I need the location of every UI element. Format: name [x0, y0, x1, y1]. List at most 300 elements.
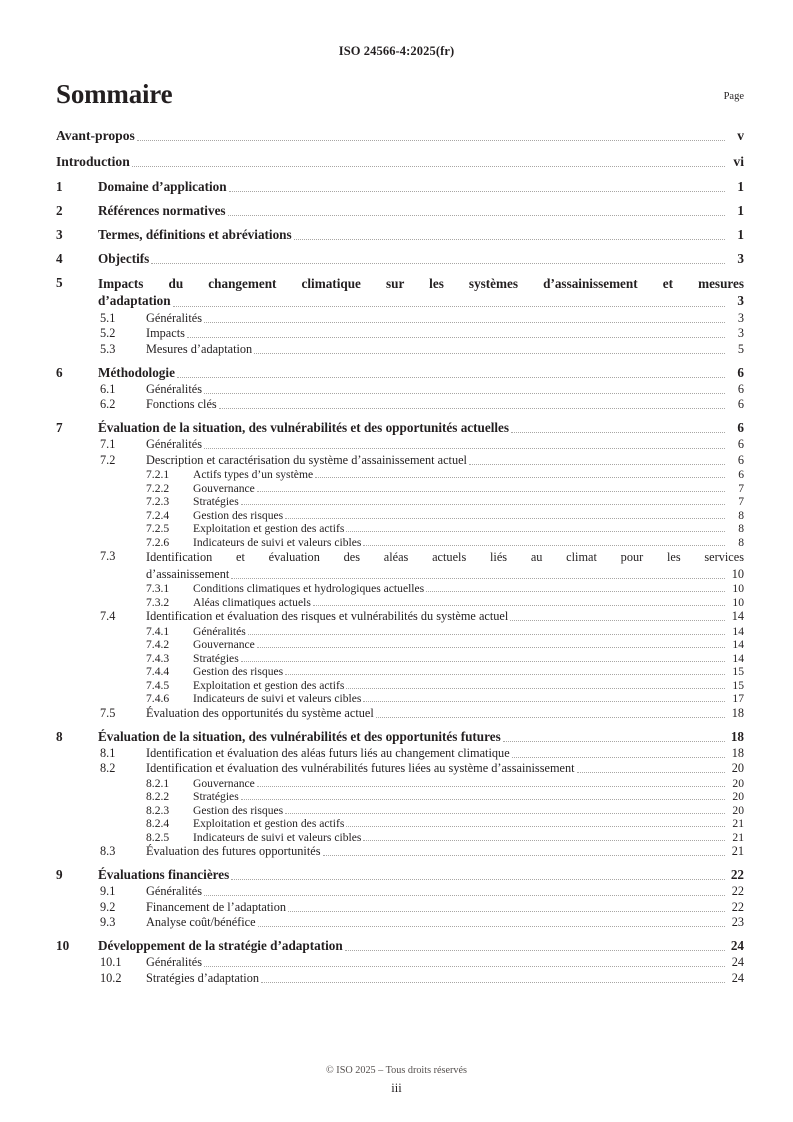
- toc-entry-number: 8.2.4: [146, 817, 170, 831]
- toc-entry-number: 8.1: [100, 745, 116, 760]
- toc-entry-label-wrap: [193, 679, 726, 692]
- toc-entry[interactable]: [56, 420, 744, 436]
- toc-entry-label-line2-row: [146, 566, 744, 582]
- toc-dot-leader: [257, 647, 725, 648]
- toc-entry-number: 7.5: [100, 705, 116, 720]
- toc-entry-number: 6.2: [100, 397, 116, 412]
- toc-dot-leader: [219, 408, 725, 409]
- toc-entry-page-number: 21: [732, 830, 744, 844]
- toc-entry[interactable]: [56, 227, 744, 243]
- toc-entry-label-wrap: [146, 382, 726, 397]
- toc-entry-page-number: 8: [738, 535, 744, 549]
- toc-entry-label-wrap: [98, 420, 726, 436]
- toc-dot-leader: [294, 239, 725, 240]
- toc-entry-page-number: 6: [737, 437, 744, 452]
- toc-entry-number: 8.2.3: [146, 803, 170, 817]
- toc-entry-number: 8.3: [100, 844, 116, 859]
- toc-dot-leader: [285, 518, 725, 519]
- toc-entry-label-wrap: [146, 706, 726, 721]
- toc-entry-page-number: 10: [732, 582, 744, 596]
- toc-entry-number: 7.4.3: [146, 651, 170, 665]
- toc-entry-number: 5.2: [100, 326, 116, 341]
- toc-dot-leader: [285, 674, 725, 675]
- toc-entry[interactable]: [56, 582, 744, 595]
- toc-entry[interactable]: [56, 955, 744, 970]
- table-of-contents: [56, 128, 744, 986]
- toc-dot-leader: [204, 966, 725, 967]
- toc-entry-label-wrap: [146, 844, 726, 859]
- toc-entry-label: Évaluation des opportunités du système actuel: [146, 705, 374, 720]
- toc-entry-page-number: 24: [731, 955, 744, 970]
- toc-dot-leader: [313, 605, 725, 606]
- toc-entry-label-wrap: [146, 761, 726, 776]
- toc-entry[interactable]: [56, 437, 744, 452]
- toc-entry-label: Domaine d’application: [98, 179, 227, 194]
- toc-entry-page-number: 6: [737, 397, 744, 412]
- toc-dot-leader: [204, 895, 725, 896]
- toc-entry[interactable]: [56, 251, 744, 267]
- toc-dot-leader: [204, 393, 725, 394]
- toc-entry-label: Termes, définitions et abréviations: [98, 227, 292, 242]
- toc-dot-leader: [315, 477, 725, 478]
- toc-dot-leader: [241, 799, 725, 800]
- toc-entry-page-number: v: [737, 128, 744, 143]
- copyright-notice: © ISO 2025 – Tous droits réservés: [326, 1065, 467, 1076]
- toc-entry-number: 7.3.1: [146, 582, 170, 596]
- toc-entry-label: Méthodologie: [98, 364, 175, 380]
- toc-entry-label: Généralités: [146, 437, 202, 452]
- toc-entry-label: Indicateurs de suivi et valeurs cibles: [193, 692, 362, 706]
- toc-entry-label: Identification et évaluation des risques et vulnérabilités du système actuel: [146, 609, 509, 624]
- toc-entry-page-number: 15: [732, 678, 744, 692]
- toc-entry-label: Généralités: [146, 310, 202, 325]
- toc-entry-label-wrap: [98, 179, 726, 195]
- toc-entry-label-wrap: [193, 509, 726, 522]
- toc-entry-label-wrap: [146, 453, 726, 468]
- toc-dot-leader: [346, 531, 725, 532]
- toc-entry-label: Analyse coût/bénéfice: [146, 915, 256, 930]
- toc-entry[interactable]: [56, 729, 744, 745]
- toc-entry-label-wrap: [193, 665, 726, 678]
- toc-entry[interactable]: [56, 549, 744, 581]
- toc-entry-body: [146, 549, 744, 581]
- toc-entry-label-wrap: [146, 609, 726, 624]
- toc-entry-number: 7.4.1: [146, 624, 170, 638]
- toc-entry-page-number: 22: [731, 884, 744, 899]
- toc-entry-label: Actifs types d’un système: [193, 468, 314, 482]
- toc-entry-number: 9.3: [100, 915, 116, 930]
- toc-entry[interactable]: [56, 596, 744, 609]
- toc-entry-number: 1: [56, 179, 63, 194]
- toc-entry-label: Gestion des risques: [193, 803, 284, 817]
- page-footer: [0, 1065, 793, 1096]
- toc-entry-label-line2-row: [98, 292, 744, 309]
- toc-entry[interactable]: [56, 154, 744, 170]
- toc-entry-label-wrap: [146, 397, 726, 412]
- toc-dot-leader: [426, 591, 725, 592]
- toc-dot-leader: [345, 950, 725, 951]
- toc-entry-label-wrap: [193, 495, 726, 508]
- toc-entry[interactable]: [56, 453, 744, 468]
- toc-entry[interactable]: [56, 746, 744, 761]
- toc-entry-label-wrap: [193, 777, 726, 790]
- toc-dot-leader: [228, 215, 725, 216]
- toc-entry[interactable]: [56, 938, 744, 954]
- toc-entry[interactable]: [56, 522, 744, 535]
- toc-entry-label: Gouvernance: [193, 776, 255, 790]
- toc-entry-label: Gestion des risques: [193, 508, 284, 522]
- toc-entry-number: 8.2.2: [146, 790, 170, 804]
- toc-entry-label-wrap: [193, 831, 726, 844]
- toc-entry-label-wrap: [193, 652, 726, 665]
- toc-entry-number: 7.3: [100, 549, 116, 564]
- toc-entry-label-wrap: [193, 468, 726, 481]
- toc-entry[interactable]: [56, 397, 744, 412]
- toc-entry-page-number: 20: [732, 790, 744, 804]
- title-row: [56, 80, 744, 110]
- toc-entry-label: Financement de l’adaptation: [146, 899, 286, 914]
- toc-entry-page-number: 14: [731, 609, 744, 624]
- toc-entry-number: 9.1: [100, 884, 116, 899]
- toc-entry-label-wrap: [193, 790, 726, 803]
- toc-entry-label: Gouvernance: [193, 638, 255, 652]
- toc-entry-number: 7.4.6: [146, 692, 170, 706]
- toc-entry[interactable]: [56, 831, 744, 844]
- toc-entry-number: 7.4.2: [146, 638, 170, 652]
- toc-entry[interactable]: [56, 495, 744, 508]
- toc-entry-label: Mesures d’adaptation: [146, 341, 253, 356]
- toc-entry-number: 7.2.6: [146, 535, 170, 549]
- toc-entry-number: 7.2: [100, 452, 116, 467]
- toc-entry-number: 9.2: [100, 899, 116, 914]
- toc-entry-page-number: 10: [731, 566, 744, 581]
- toc-entry-label-wrap: [56, 128, 726, 144]
- toc-entry-label: Évaluation des futures opportunités: [146, 844, 321, 859]
- toc-entry-page-number: 18: [731, 705, 744, 720]
- toc-entry-number: 7.2.1: [146, 468, 170, 482]
- toc-entry-label: Généralités: [146, 381, 202, 396]
- toc-entry-number: 7.4.5: [146, 678, 170, 692]
- toc-dot-leader: [132, 166, 725, 167]
- toc-entry-page-number: 3: [737, 293, 744, 309]
- toc-dot-leader: [261, 982, 725, 983]
- toc-entry-number: 2: [56, 203, 63, 218]
- toc-dot-leader: [288, 911, 725, 912]
- toc-entry-label-wrap: [98, 227, 726, 243]
- toc-entry-label-wrap: [98, 251, 726, 267]
- toc-entry-label-wrap: [98, 938, 726, 954]
- toc-entry-page-number: 6: [738, 468, 744, 482]
- toc-entry-label: Indicateurs de suivi et valeurs cibles: [193, 830, 362, 844]
- toc-entry-page-number: vi: [733, 153, 744, 169]
- toc-entry-label-wrap: [193, 804, 726, 817]
- toc-entry-label-wrap: [146, 746, 726, 761]
- toc-entry-label: Exploitation et gestion des actifs: [193, 678, 345, 692]
- toc-entry-label-wrap: [146, 971, 726, 986]
- toc-entry[interactable]: [56, 790, 744, 803]
- toc-entry-page-number: 18: [730, 728, 744, 744]
- toc-entry-label: Développement de la stratégie d’adaptation: [98, 938, 343, 954]
- toc-entry-label: Indicateurs de suivi et valeurs cibles: [193, 535, 362, 549]
- toc-entry-page-number: 3: [737, 251, 744, 266]
- toc-entry[interactable]: [56, 482, 744, 495]
- toc-entry[interactable]: [56, 867, 744, 883]
- toc-entry[interactable]: [56, 128, 744, 144]
- toc-entry-page-number: 15: [732, 665, 744, 679]
- toc-entry[interactable]: [56, 915, 744, 930]
- toc-entry-number: 7.2.4: [146, 508, 170, 522]
- toc-entry-page-number: 17: [732, 692, 744, 706]
- toc-entry-number: 10: [56, 938, 70, 954]
- toc-entry-label-wrap: [56, 154, 726, 170]
- toc-dot-leader: [346, 688, 725, 689]
- toc-entry-page-number: 6: [737, 364, 744, 380]
- toc-entry-label-wrap: [146, 437, 726, 452]
- toc-entry[interactable]: [56, 326, 744, 341]
- toc-entry-page-number: 1: [737, 203, 744, 218]
- toc-entry-page-number: 1: [737, 179, 744, 194]
- toc-entry-page-number: 20: [732, 803, 744, 817]
- toc-entry-label: Identification et évaluation des vulnérabilités futures liées au système d’assainissement: [146, 761, 575, 776]
- toc-entry-label: Généralités: [146, 955, 202, 970]
- toc-entry-page-number: 18: [731, 745, 744, 760]
- toc-entry[interactable]: [56, 884, 744, 899]
- toc-entry-number: 8.2.5: [146, 830, 170, 844]
- toc-entry-page-number: 7: [738, 495, 744, 509]
- toc-entry-label-wrap: [98, 203, 726, 219]
- toc-entry-page-number: 10: [732, 595, 744, 609]
- toc-dot-leader: [241, 504, 725, 505]
- toc-entry-number: 4: [56, 251, 63, 266]
- toc-entry-number: 3: [56, 227, 63, 242]
- toc-entry-label-wrap: [98, 365, 726, 381]
- toc-dot-leader: [376, 717, 725, 718]
- toc-entry-label-wrap: [146, 955, 726, 970]
- toc-dot-leader: [363, 840, 725, 841]
- toc-entry-number: 8.2: [100, 761, 116, 776]
- toc-dot-leader: [323, 855, 725, 856]
- running-header: ISO 24566-4:2025(fr): [338, 44, 455, 58]
- toc-entry-page-number: 20: [731, 761, 744, 776]
- toc-entry[interactable]: [56, 365, 744, 381]
- toc-dot-leader: [363, 545, 725, 546]
- toc-entry[interactable]: [56, 665, 744, 678]
- toc-dot-leader: [512, 757, 725, 758]
- toc-dot-leader: [173, 306, 725, 307]
- toc-dot-leader: [231, 879, 725, 880]
- toc-entry-number: 5.1: [100, 310, 116, 325]
- toc-entry[interactable]: [56, 468, 744, 481]
- toc-entry-label-wrap: [193, 625, 726, 638]
- toc-entry-page-number: 14: [732, 638, 744, 652]
- toc-entry-number: 6: [56, 364, 63, 380]
- toc-entry-label: Évaluation de la situation, des vulnérabilités et des opportunités futures: [98, 728, 501, 744]
- toc-entry[interactable]: [56, 625, 744, 638]
- toc-entry-page-number: 24: [730, 938, 744, 954]
- toc-entry-label-line2: d’adaptation: [98, 293, 171, 309]
- toc-entry-page-number: 21: [732, 817, 744, 831]
- toc-entry-label: Conditions climatiques et hydrologiques actuelles: [193, 582, 425, 596]
- toc-dot-leader: [231, 578, 725, 579]
- folio-number: iii: [391, 1081, 402, 1095]
- toc-dot-leader: [510, 620, 725, 621]
- toc-entry-label-wrap: [193, 582, 726, 595]
- toc-entry-label-wrap: [193, 482, 726, 495]
- toc-entry[interactable]: [56, 900, 744, 915]
- toc-dot-leader: [248, 634, 725, 635]
- toc-dot-leader: [204, 322, 725, 323]
- toc-entry-number: 7.3.2: [146, 595, 170, 609]
- toc-entry-number: 5.3: [100, 341, 116, 356]
- toc-entry-page-number: 14: [732, 651, 744, 665]
- toc-entry-label-wrap: [193, 596, 726, 609]
- toc-dot-leader: [258, 926, 725, 927]
- toc-entry-label-wrap: [193, 817, 726, 830]
- toc-entry-page-number: 8: [738, 522, 744, 536]
- toc-entry-page-number: 7: [738, 481, 744, 495]
- toc-entry-number: 9: [56, 867, 63, 883]
- toc-entry-number: 10.1: [100, 955, 122, 970]
- toc-entry-page-number: 1: [737, 227, 744, 242]
- toc-entry-label-line1: Identification et évaluation des aléas actuels liés au climat pour les services: [146, 550, 744, 565]
- toc-entry-label-line1: Impacts du changement climatique sur les systèmes d’assainissement et mesures: [98, 276, 744, 291]
- toc-entry-label: Objectifs: [98, 251, 150, 266]
- toc-entry-body: [98, 275, 744, 310]
- toc-entry-page-number: 24: [731, 970, 744, 985]
- toc-entry-page-number: 3: [737, 326, 744, 341]
- toc-entry-label: Évaluation de la situation, des vulnérabilités et des opportunités actuelles: [98, 420, 510, 436]
- toc-entry[interactable]: [56, 203, 744, 219]
- toc-entry-page-number: 3: [737, 310, 744, 325]
- toc-dot-leader: [363, 701, 725, 702]
- toc-dot-leader: [151, 263, 725, 264]
- toc-entry-number: 10.2: [100, 970, 122, 985]
- toc-entry-label-wrap: [193, 692, 726, 705]
- toc-entry-label-wrap: [98, 729, 726, 745]
- toc-entry-number: 6.1: [100, 381, 116, 396]
- toc-entry-number: 8: [56, 728, 63, 744]
- toc-dot-leader: [204, 448, 725, 449]
- toc-dot-leader: [254, 353, 725, 354]
- toc-entry[interactable]: [56, 817, 744, 830]
- toc-entry-label: Description et caractérisation du système d’assainissement actuel: [146, 452, 467, 467]
- toc-entry-label: Fonctions clés: [146, 397, 217, 412]
- toc-entry[interactable]: [56, 777, 744, 790]
- toc-entry-label: Avant-propos: [56, 128, 135, 143]
- toc-entry-number: 7.4: [100, 609, 116, 624]
- toc-entry-page-number: 22: [730, 867, 744, 883]
- toc-entry-label: Stratégies d’adaptation: [146, 970, 260, 985]
- toc-entry-label-wrap: [146, 884, 726, 899]
- toc-entry-label: Exploitation et gestion des actifs: [193, 522, 345, 536]
- toc-entry-number: 5: [56, 275, 63, 290]
- toc-entry-page-number: 21: [731, 844, 744, 859]
- toc-entry-label: Gestion des risques: [193, 665, 284, 679]
- toc-dot-leader: [346, 826, 725, 827]
- toc-dot-leader: [229, 191, 725, 192]
- toc-entry-number: 7.2.3: [146, 495, 170, 509]
- toc-entry-number: 7.1: [100, 437, 116, 452]
- toc-entry-number: 8.2.1: [146, 776, 170, 790]
- toc-entry-number: 7.4.4: [146, 665, 170, 679]
- toc-entry-page-number: 22: [731, 899, 744, 914]
- toc-entry-page-number: 6: [737, 420, 744, 436]
- toc-dot-leader: [511, 432, 725, 433]
- toc-entry[interactable]: [56, 536, 744, 549]
- toc-entry[interactable]: [56, 761, 744, 776]
- toc-entry-label-wrap: [193, 638, 726, 651]
- toc-entry-number: 7.2.5: [146, 522, 170, 536]
- toc-dot-leader: [137, 140, 725, 141]
- toc-entry-label: Impacts: [146, 326, 185, 341]
- toc-entry-label: Identification et évaluation des aléas futurs liés au changement climatique: [146, 745, 510, 760]
- toc-entry-label-wrap: [146, 311, 726, 326]
- toc-dot-leader: [503, 741, 725, 742]
- toc-entry-label: Stratégies: [193, 651, 239, 665]
- toc-entry[interactable]: [56, 275, 744, 310]
- toc-entry-number: 7: [56, 420, 63, 436]
- toc-entry-label-wrap: [146, 915, 726, 930]
- toc-dot-leader: [241, 661, 725, 662]
- toc-entry-label: Exploitation et gestion des actifs: [193, 817, 345, 831]
- toc-entry-label: Gouvernance: [193, 481, 255, 495]
- toc-entry-page-number: 6: [737, 452, 744, 467]
- toc-entry-page-number: 20: [732, 776, 744, 790]
- toc-entry[interactable]: [56, 382, 744, 397]
- toc-entry[interactable]: [56, 706, 744, 721]
- toc-dot-leader: [285, 813, 725, 814]
- toc-entry-label-line2: d’assainissement: [146, 566, 230, 581]
- toc-entry-label-wrap: [193, 536, 726, 549]
- toc-entry-label: Introduction: [56, 153, 130, 169]
- toc-entry-label: Généralités: [146, 884, 202, 899]
- toc-entry-label: Stratégies: [193, 495, 239, 509]
- toc-entry-page-number: 5: [737, 341, 744, 356]
- toc-entry[interactable]: [56, 638, 744, 651]
- toc-entry[interactable]: [56, 311, 744, 326]
- toc-dot-leader: [177, 377, 725, 378]
- toc-dot-leader: [469, 464, 725, 465]
- toc-entry[interactable]: [56, 342, 744, 357]
- toc-dot-leader: [257, 786, 725, 787]
- toc-entry[interactable]: [56, 679, 744, 692]
- toc-entry-page-number: 23: [731, 915, 744, 930]
- toc-entry-label: Stratégies: [193, 790, 239, 804]
- toc-entry[interactable]: [56, 179, 744, 195]
- toc-entry-label-wrap: [146, 326, 726, 341]
- toc-entry[interactable]: [56, 652, 744, 665]
- toc-entry[interactable]: [56, 509, 744, 522]
- toc-dot-leader: [577, 772, 725, 773]
- toc-entry-label-wrap: [193, 522, 726, 535]
- page-title: Sommaire: [56, 79, 173, 109]
- toc-entry-label: Généralités: [193, 624, 246, 638]
- toc-entry-label: Évaluations financières: [98, 867, 230, 883]
- toc-entry-label: Aléas climatiques actuels: [193, 595, 311, 609]
- toc-entry[interactable]: [56, 971, 744, 986]
- toc-entry-number: 7.2.2: [146, 481, 170, 495]
- page-column-label: Page: [723, 91, 744, 102]
- toc-entry-page-number: 6: [737, 381, 744, 396]
- toc-entry[interactable]: [56, 692, 744, 705]
- toc-entry-label-wrap: [146, 342, 726, 357]
- toc-entry-label: Références normatives: [98, 203, 226, 218]
- toc-entry[interactable]: [56, 844, 744, 859]
- toc-entry[interactable]: [56, 804, 744, 817]
- toc-entry-label-wrap: [146, 900, 726, 915]
- toc-entry[interactable]: [56, 609, 744, 624]
- toc-entry-page-number: 14: [732, 624, 744, 638]
